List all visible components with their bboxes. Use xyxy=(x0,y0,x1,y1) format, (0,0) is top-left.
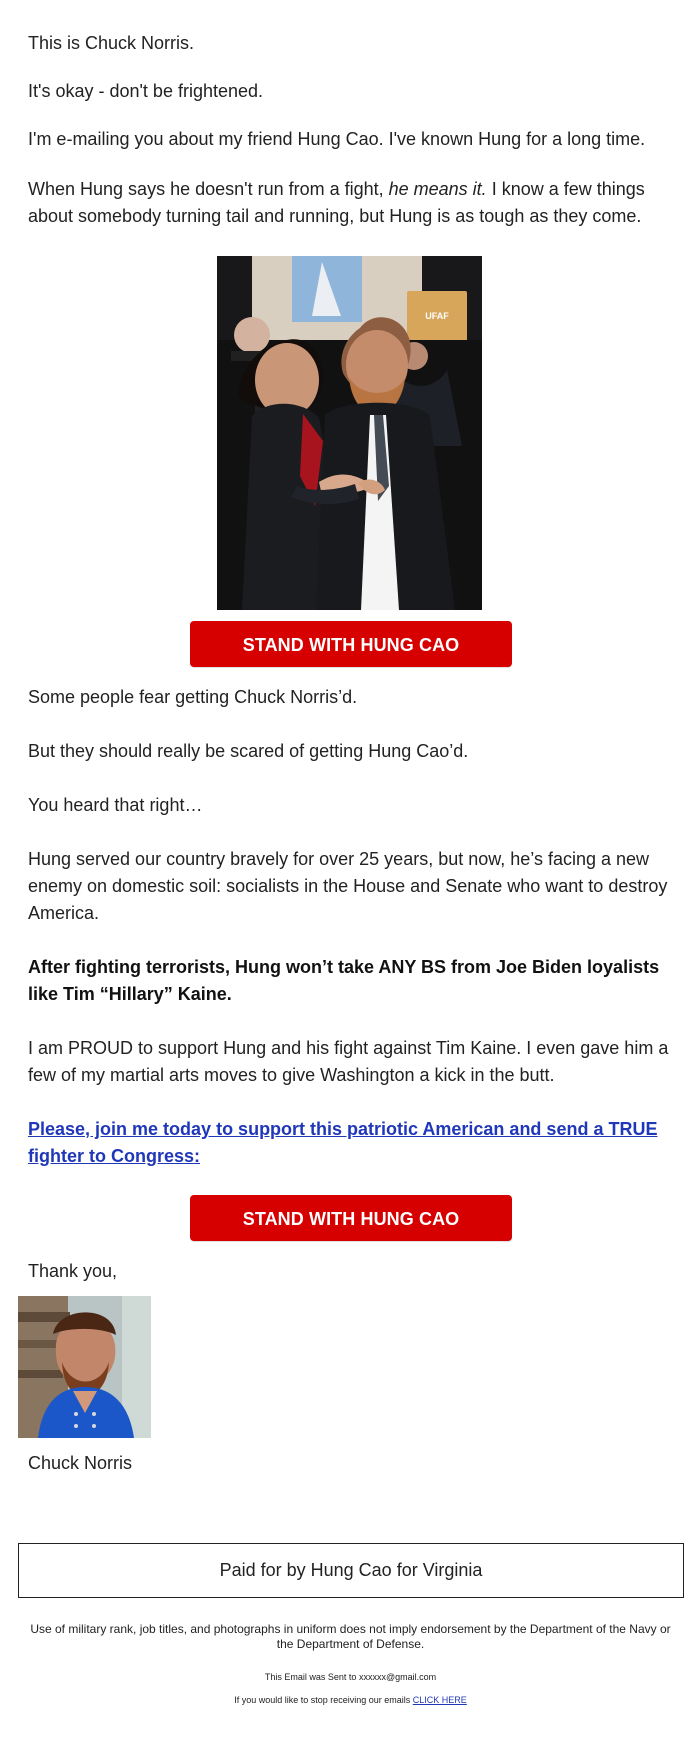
unsubscribe-line xyxy=(28,1694,673,1706)
bold-paragraph: After fighting terrorists, Hung won’t take ANY BS from Joe Biden loyalists like Tim “Hillary” Kaine. xyxy=(28,957,660,1004)
unsubscribe-link[interactable]: CLICK HERE xyxy=(412,1695,467,1705)
support-link[interactable]: Please, join me today to support this patriotic American and send a TRUE fighter to Congress: xyxy=(28,1119,658,1166)
signature-photo xyxy=(18,1296,151,1438)
fight-paragraph-start: When Hung says he doesn't run from a fight, xyxy=(28,179,389,199)
hero-photo xyxy=(217,256,482,610)
support-paragraph: I am PROUD to support Hung and his fight against Tim Kaine. I even gave him a few of my martial arts moves to give Washington a kick in the butt. xyxy=(28,1038,669,1085)
intro-line-2: It's okay - don't be frightened. xyxy=(28,81,264,101)
body-paragraph-service: Hung served our country bravely for over 25 years, but now, he’s facing a new enemy on domestic soil: socialists in the House and Senate who want to destroy America. xyxy=(28,849,668,923)
intro-line-3: I'm e-mailing you about my friend Hung Cao. I've known Hung for a long time. xyxy=(28,129,646,149)
disclaimer: Use of military rank, job titles, and photographs in uniform does not imply endorsement by the Department of the Navy or the Department of Defense. xyxy=(30,1622,671,1651)
body-line-1: Some people fear getting Chuck Norris’d. xyxy=(28,687,358,707)
stand-with-hung-cao-button-second[interactable]: STAND WITH HUNG CAO xyxy=(190,1195,512,1241)
sent-to-line: This Email was Sent to xxxxxx@gmail.com xyxy=(264,1672,437,1682)
body-line-3: You heard that right… xyxy=(28,795,203,815)
fight-paragraph xyxy=(28,176,673,230)
stand-with-hung-cao-button[interactable]: STAND WITH HUNG CAO xyxy=(190,621,512,667)
signature-name: Chuck Norris xyxy=(28,1453,133,1473)
hero-banner-text: UFAF xyxy=(425,311,449,321)
closing-line: Thank you, xyxy=(28,1261,118,1281)
fight-paragraph-end: I know a few things about somebody turning tail and running, but Hung is as tough as they come. xyxy=(28,179,645,226)
body-line-2: But they should really be scared of getting Hung Cao’d. xyxy=(28,741,469,761)
paid-for-text: Paid for by Hung Cao for Virginia xyxy=(219,1560,483,1580)
paid-for-box xyxy=(18,1543,684,1598)
intro-line-1: This is Chuck Norris. xyxy=(28,33,195,53)
unsubscribe-prefix: If you would like to stop receiving our emails xyxy=(234,1695,413,1705)
fight-paragraph-italic: he means it. xyxy=(388,179,487,199)
